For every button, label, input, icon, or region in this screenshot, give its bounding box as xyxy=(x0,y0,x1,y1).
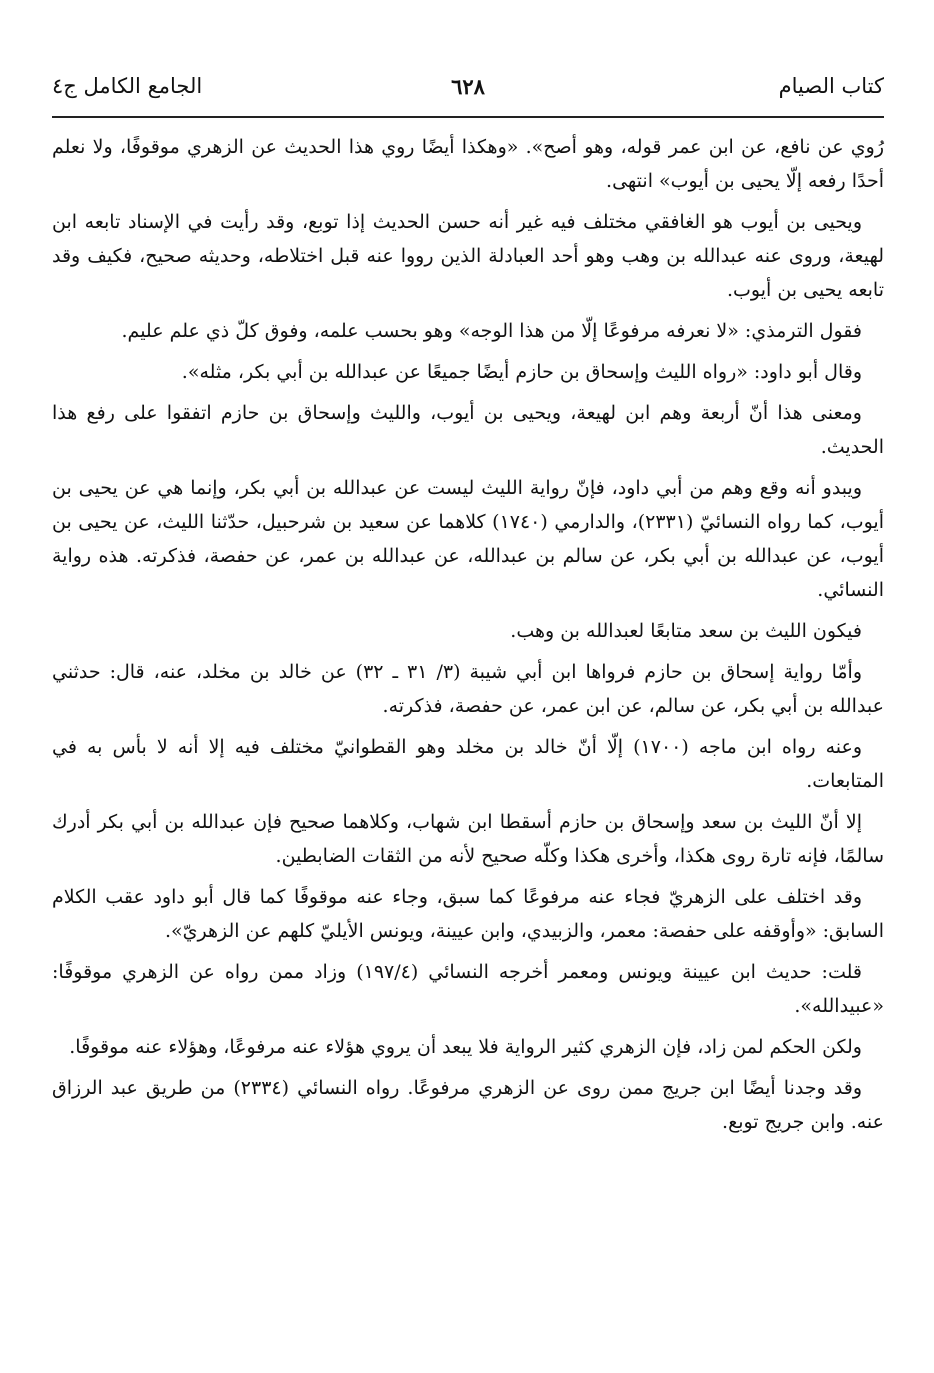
paragraph: وأمّا رواية إسحاق بن حازم فرواها ابن أبي شيبة (٣/ ٣١ ـ ٣٢) عن خالد بن مخلد، عنه، قال: حدثني عبدالله بن أبي بكر، عن سالم، عن ابن عمر، عن حفصة، فذكرته. xyxy=(52,661,884,717)
page-number: ٦٢٨ xyxy=(451,74,485,99)
paragraph: ولكن الحكم لمن زاد، فإن الزهري كثير الرواية فلا يبعد أن يروي هؤلاء عنه مرفوعًا، وهؤلاء عنه موقوفًا. xyxy=(69,1036,862,1058)
body-text xyxy=(52,130,884,1139)
page-header xyxy=(52,68,884,108)
chapter-title: كتاب الصيام xyxy=(778,74,884,98)
paragraph: وقد وجدنا أيضًا ابن جريج ممن روى عن الزهري مرفوعًا. رواه النسائي (٢٣٣٤) من طريق عبد الرزاق عنه. وابن جريج توبع. xyxy=(52,1077,884,1133)
paragraph: فقول الترمذي: «لا نعرفه مرفوعًا إلّا من هذا الوجه» وهو بحسب علمه، وفوق كلّ ذي علم عليم. xyxy=(121,320,862,342)
paragraph: وقد اختلف على الزهريّ فجاء عنه مرفوعًا كما سبق، وجاء عنه موقوفًا كما قال أبو داود عقب الكلام السابق: «وأوقفه على حفصة: معمر، والزبيدي، وابن عيينة، ويونس الأيليّ كلهم عن الزهريّ». xyxy=(52,886,884,942)
paragraph: ويبدو أنه وقع وهم من أبي داود، فإنّ رواية الليث ليست عن عبدالله بن أبي بكر، وإنما هي عن يحيى بن أيوب، كما رواه النسائيّ (٢٣٣١)، والدارمي (١٧٤٠) كلاهما عن سعيد بن شرحبيل، حدّثنا الليث، عن يحيى بن أيوب، عن عبدالله بن أبي بكر، عن سالم بن عبدالله، عن عبدالله بن عمر، عن حفصة، فذكرته. هذه رواية النسائي. xyxy=(52,477,884,601)
paragraph: قلت: حديث ابن عيينة ويونس ومعمر أخرجه النسائي (١٩٧/٤) وزاد ممن رواه عن الزهري موقوفًا: «عبيدالله». xyxy=(52,961,884,1017)
paragraph: ويحيى بن أيوب هو الغافقي مختلف فيه غير أنه حسن الحديث إذا توبع، وقد رأيت في الإسناد تابعه ابن لهيعة، وروى عنه عبدالله بن وهب وهو أحد العبادلة الذين رووا عنه قبل اختلاطه، وحديثه صحيح، فكيف وقد تابعه يحيى بن أيوب. xyxy=(52,211,884,301)
paragraph: وعنه رواه ابن ماجه (١٧٠٠) إلّا أنّ خالد بن مخلد وهو القطوانيّ مختلف فيه إلا أنه لا بأس به في المتابعات. xyxy=(52,736,884,792)
document-page xyxy=(52,68,884,1146)
paragraph: رُوي عن نافع، عن ابن عمر قوله، وهو أصح». «وهكذا أيضًا روي هذا الحديث عن الزهري موقوفًا، ولا نعلم أحدًا رفعه إلّا يحيى بن أيوب» انتهى. xyxy=(52,136,884,192)
book-title: الجامع الكامل ج٤ xyxy=(52,74,203,98)
paragraph: إلا أنّ الليث بن سعد وإسحاق بن حازم أسقطا ابن شهاب، وكلاهما صحيح فإن عبدالله بن أبي بكر أدرك سالمًا، فإنه تارة روى هكذا، وأخرى هكذا وكلّه صحيح لأنه من الثقات الضابطين. xyxy=(52,811,884,867)
paragraph: ومعنى هذا أنّ أربعة وهم ابن لهيعة، ويحيى بن أيوب، والليث وإسحاق بن حازم اتفقوا على رفع هذا الحديث. xyxy=(52,402,884,458)
paragraph: فيكون الليث بن سعد متابعًا لعبدالله بن وهب. xyxy=(510,620,862,642)
header-divider xyxy=(52,116,884,118)
paragraph: وقال أبو داود: «رواه الليث وإسحاق بن حازم أيضًا جميعًا عن عبدالله بن أبي بكر، مثله». xyxy=(181,361,862,383)
